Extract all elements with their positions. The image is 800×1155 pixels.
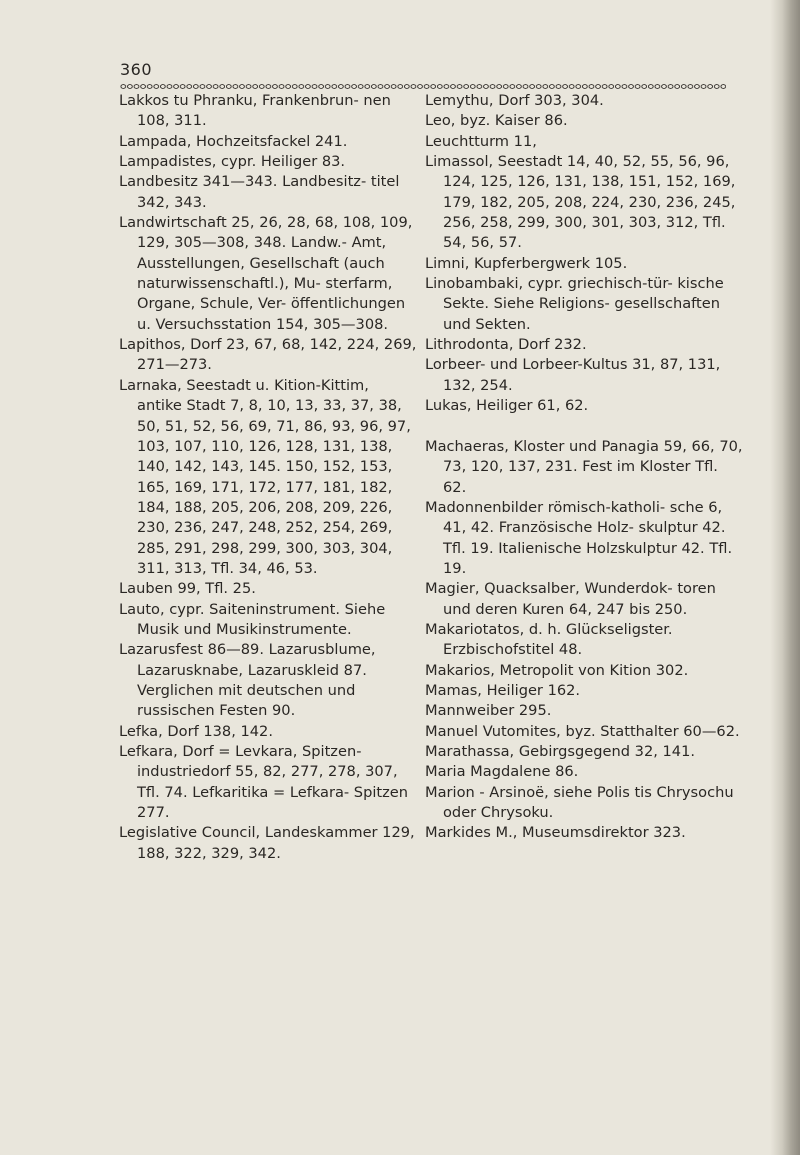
index-entry: Mannweiber 295. [425, 702, 552, 720]
index-entry: Manuel Vutomites, byz. Statthalter 60—62. [425, 722, 740, 740]
index-entry: Lampadistes, cypr. Heiliger 83. [119, 153, 346, 171]
index-entry: Legislative Council, Landeskammer 129, 188, 322, 329, 342. [119, 824, 415, 862]
index-entry: Limassol, Seestadt 14, 40, 52, 55, 56, 96, 124, 125, 126, 131, 138, 151, 152, 169, 179, 182, 205, 208, 224, 230, 236, 245, 256, 258, 299, 300, 301, 303, 312, Tfl. 54, 56, 57. [425, 153, 736, 252]
index-entry: Lefkara, Dorf = Levkara, Spitzen- industriedorf 55, 82, 277, 278, 307, Tfl. 74. Lefkaritika = Lefkara- Spitzen 277. [119, 743, 409, 822]
index-entry: Makarios, Metropolit von Kition 302. [425, 661, 689, 679]
decorative-border-rule [120, 82, 726, 91]
index-entry: Lapithos, Dorf 23, 67, 68, 142, 224, 269, 271—273. [119, 336, 417, 374]
index-entry: Landbesitz 341—343. Landbesitz- titel 342, 343. [119, 173, 400, 211]
index-entry: Lemythu, Dorf 303, 304. [425, 92, 604, 109]
index-entry: Limni, Kupferbergwerk 105. [425, 254, 628, 272]
index-entry: Larnaka, Seestadt u. Kition-Kittim, antike Stadt 7, 8, 10, 13, 33, 37, 38, 50, 51, 52, 56, 69, 71, 86, 93, 96, 97, 103, 107, 110, 126, 128, 131, 138, 140, 142, 143, 145. 150, 152, 153, 165, 169, 171, 172, 177, 181, 182, 184, 188, 205, 206, 208, 209, 226, 230, 236, 247, 248, 252, 254, 269, 285, 291, 298, 299, 300, 303, 304, 311, 313, Tfl. 34, 46, 53. [119, 376, 411, 577]
index-entry: Lefka, Dorf 138, 142. [119, 722, 273, 740]
index-entry: Makariotatos, d. h. Glückseligster. Erzbischofstitel 48. [425, 620, 673, 659]
page-edge-shadow [770, 0, 800, 1155]
index-entry: Lampada, Hochzeitsfackel 241. [119, 132, 348, 150]
index-entry: Lazarusfest 86—89. Lazarusblume, Lazarusknabe, Lazaruskleid 87. Verglichen mit deutschen und russischen Festen 90. [119, 641, 376, 720]
index-entry: Maria Magdalene 86. [425, 763, 579, 781]
index-entry: Lorbeer- und Lorbeer-Kultus 31, 87, 131, 132, 254. [425, 356, 721, 394]
index-entry: Lithrodonta, Dorf 232. [425, 336, 587, 354]
index-column-right [425, 91, 745, 844]
index-entry: Landwirtschaft 25, 26, 28, 68, 108, 109, 129, 305—308, 348. Landw.- Amt, Ausstellungen, Gesellschaft (auch naturwissenschaftl.), Mu- sterfarm, Organe, Schule, Ver- öffentlichungen u. Versuchsstation 154, 305—308. [119, 214, 413, 333]
index-entry: Magier, Quacksalber, Wunderdok- toren und deren Kuren 64, 247 bis 250. [425, 580, 716, 618]
index-entry: Marathassa, Gebirgsgegend 32, 141. [425, 743, 696, 760]
page-number: 360 [120, 60, 153, 79]
index-entry: Markides M., Museumsdirektor 323. [425, 824, 686, 842]
index-entry: Marion - Arsinoë, siehe Polis tis Chrysochu oder Chrysoku. [425, 783, 734, 822]
index-entry: Lauto, cypr. Saiteninstrument. Siehe Musik und Musikinstrumente. [119, 600, 386, 638]
index-entry: Leuchtturm 11, [425, 132, 537, 150]
index-entry: Lukas, Heiliger 61, 62. [425, 397, 589, 415]
index-entry: Leo, byz. Kaiser 86. [425, 112, 568, 130]
index-entry: Lauben 99, Tfl. 25. [119, 580, 256, 598]
index-entry: Mamas, Heiliger 162. [425, 681, 581, 699]
index-entry: Madonnenbilder römisch-katholi- sche 6, 41, 42. Französische Holz- skulptur 42. Tfl. 19. Italienische Holzskulptur 42. Tfl. 19. [425, 498, 733, 577]
index-entry: Linobambaki, cypr. griechisch-tür- kische Sekte. Siehe Religions- gesellschaften und Sekten. [425, 275, 724, 333]
index-entry: Machaeras, Kloster und Panagia 59, 66, 70, 73, 120, 137, 231. Fest im Kloster Tfl. 62. [425, 437, 743, 496]
index-entry: Lakkos tu Phranku, Frankenbrun- nen 108, 311. [119, 92, 391, 130]
index-column-left [119, 91, 417, 864]
